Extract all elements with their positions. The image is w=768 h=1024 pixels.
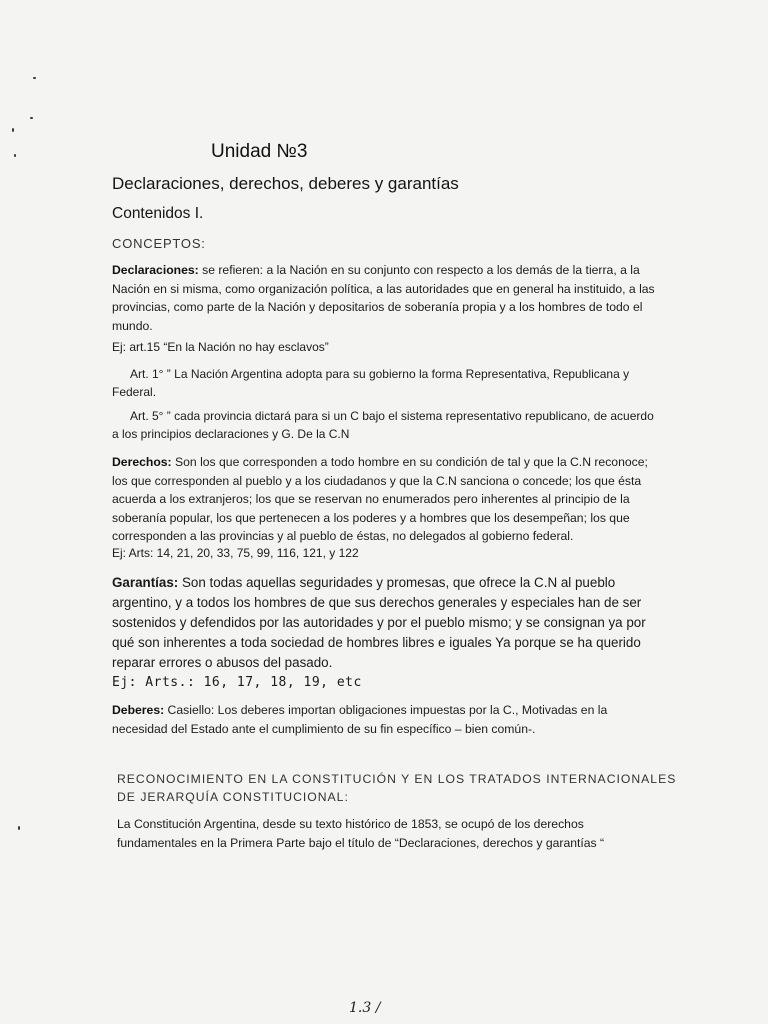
declaraciones-term: Declaraciones:: [112, 263, 199, 277]
deberes-term: Deberes:: [112, 703, 165, 717]
garantias-term: Garantías:: [112, 575, 179, 590]
garantias-paragraph: [112, 573, 667, 673]
unit-subtitle: Declaraciones, derechos, deberes y garantías: [112, 174, 459, 193]
garantias-text: Son todas aquellas seguridades y promesas, que ofrece la C.N al pueblo argentino, y a todos los hombres de que sus derechos generales y especiales han de ser sostenidos y defendidos por las autoridades y por el pueblo mismo; y se consignan ya por qué son inherentes a toda sociedad de hombres libres e iguales Ya porque se ha querido reparar errores o abusos del pasado.: [112, 575, 646, 670]
deberes-text: Casiello: Los deberes importan obligaciones impuestas por la C., Motivadas en la necesidad del Estado ante el cumplimiento de su fin específico – bien común-.: [112, 703, 608, 736]
article-1-quote: Art. 1° ” La Nación Argentina adopta para su gobierno la forma Representativa, Republicana y Federal.: [112, 367, 630, 399]
derechos-term: Derechos:: [112, 455, 172, 469]
garantias-example: Ej: Arts.: 16, 17, 18, 19, etc: [112, 675, 362, 690]
article-5-quote: Art. 5° ” cada provincia dictará para si un C bajo el sistema representativo republicano, de acuerdo a los principios declaraciones y G. De la C.N: [112, 409, 654, 441]
contents-heading: Contenidos I.: [112, 205, 204, 222]
recognition-heading: RECONOCIMIENTO EN LA CONSTITUCIÓN Y EN LOS TRATADOS INTERNACIONALES DE JERARQUÍA CONSTITUCIONAL:: [117, 772, 677, 804]
derechos-paragraph: [112, 453, 660, 546]
declaraciones-paragraph: [112, 261, 660, 335]
concepts-heading: CONCEPTOS:: [112, 236, 206, 251]
handwritten-page-mark: 1.3 /: [349, 1000, 381, 1016]
scan-speck: [14, 154, 16, 157]
declaraciones-example: Ej: art.15 “En la Nación no hay esclavos”: [112, 340, 329, 354]
declaraciones-text: se refieren: a la Nación en su conjunto con respecto a los demás de la tierra, a la Nación en si misma, como organización política, a las autoridades que en general ha instituido, a las provincias, como parte de la Nación y depositarios de soberanía propia y a los hombres de todo el mundo.: [112, 263, 655, 333]
derechos-example: Ej: Arts: 14, 21, 20, 33, 75, 99, 116, 121, y 122: [112, 546, 359, 560]
scan-speck: [12, 128, 14, 132]
unit-title: Unidad №3: [211, 141, 308, 162]
scan-speck: [18, 826, 20, 830]
constitucion-paragraph: La Constitución Argentina, desde su texto histórico de 1853, se ocupó de los derechos fundamentales en la Primera Parte bajo el título de “Declaraciones, derechos y garantías “: [117, 817, 605, 850]
deberes-paragraph: [112, 701, 660, 738]
derechos-text: Son los que corresponden a todo hombre en su condición de tal y que la C.N reconoce; los que corresponden al pueblo y a los ciudadanos y que la C.N sanciona o concede; los que ésta acuerda a los extranjeros; los que se reservan no enumerados pero inherentes al principio de la soberanía popular, los que pertenecen a los poderes y a hombres que los desempeñan; los que corresponden a las provincias y al pueblo de éstas, no delegados al gobierno federal.: [112, 455, 648, 543]
scan-speck: [33, 77, 36, 79]
scan-speck: [30, 117, 33, 119]
